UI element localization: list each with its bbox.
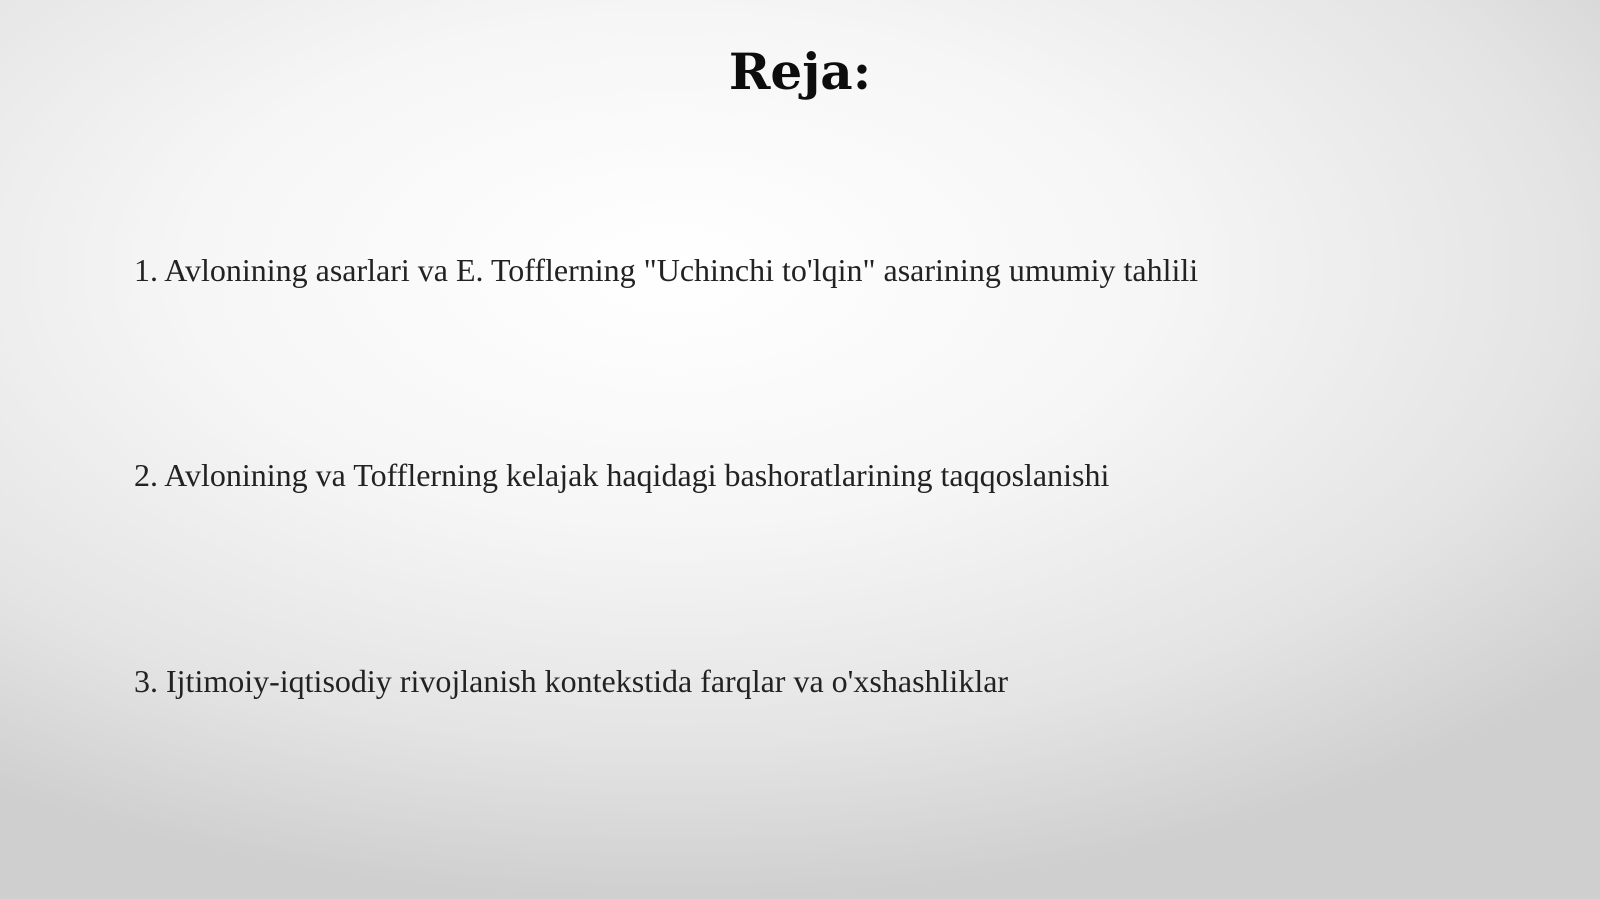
plan-item-2: 2. Avlonining va Tofflerning kelajak haqidagi bashoratlarining taqqoslanishi	[134, 457, 1110, 493]
plan-item-3: 3. Ijtimoiy-iqtisodiy rivojlanish kontekstida farqlar va o'xshashliklar	[134, 663, 1009, 699]
slide-title: Reja:	[728, 42, 872, 101]
plan-item-1: 1. Avlonining asarlari va E. Tofflerning "Uchinchi to'lqin" asarining umumiy tahlili	[134, 252, 1199, 288]
